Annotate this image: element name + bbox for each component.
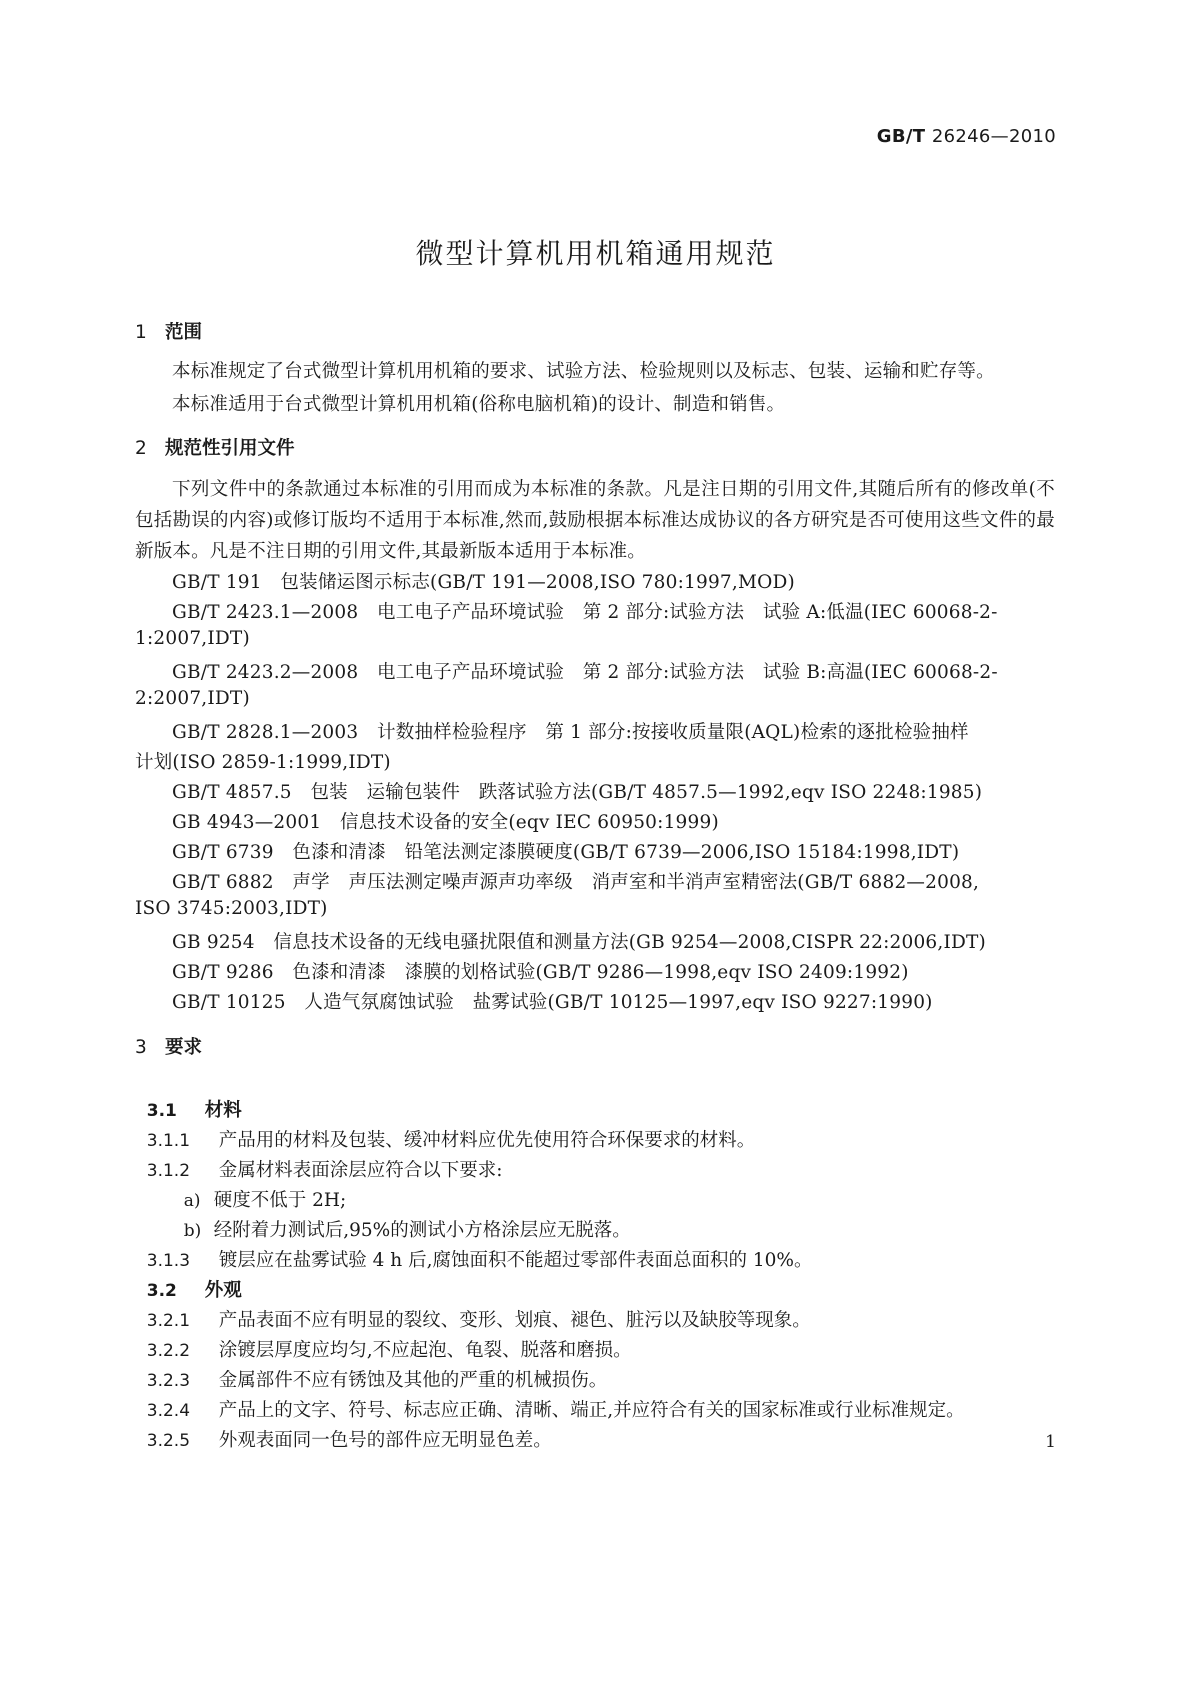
scope-paragraph-1: 本标准规定了台式微型计算机用机箱的要求、试验方法、检验规则以及标志、包装、运输和贮存等。 [172,361,995,382]
reference-item: GB/T 9286 色漆和清漆 漆膜的划格试验(GB/T 9286—1998,eqv ISO 2409:1992) [172,962,909,983]
standard-code: GB/T 26246—2010 [876,126,1056,147]
clause-3-1-heading: 3.1 材料 [146,1100,242,1121]
clause-3-2-4: 3.2.4 产品上的文字、符号、标志应正确、清晰、端正,并应符合有关的国家标准或行业标准规定。 [146,1400,965,1421]
list-item-b: b) 经附着力测试后,95%的测试小方格涂层应无脱落。 [183,1220,631,1241]
clause-3-1-3: 3.1.3 镀层应在盐雾试验 4 h 后,腐蚀面积不能超过零部件表面总面积的 10%。 [146,1250,813,1271]
reference-item: GB/T 10125 人造气氛腐蚀试验 盐雾试验(GB/T 10125—1997,eqv ISO 9227:1990) [172,992,933,1013]
section-heading-normative-references: 2 规范性引用文件 [135,438,295,459]
reference-item: GB/T 4857.5 包装 运输包装件 跌落试验方法(GB/T 4857.5—1992,eqv ISO 2248:1985) [172,782,983,803]
clause-3-1-1: 3.1.1 产品用的材料及包装、缓冲材料应优先使用符合环保要求的材料。 [146,1130,756,1151]
references-intro: 下列文件中的条款通过本标准的引用而成为本标准的条款。凡是注日期的引用文件,其随后所有的修改单(不包括勘误的内容)或修订版均不适用于本标准,然而,鼓励根据本标准达成协议的各方研究是否可使用这些文件的最新版本。凡是不注日期的引用文件,其最新版本适用于本标准。 [135,479,1055,562]
reference-item-continued: 计划(ISO 2859-1:1999,IDT) [135,752,391,773]
reference-item: GB/T 6739 色漆和清漆 铅笔法测定漆膜硬度(GB/T 6739—2006,ISO 15184:1998,IDT) [172,842,960,863]
clause-3-2-5: 3.2.5 外观表面同一色号的部件应无明显色差。 [146,1430,552,1451]
reference-item: GB/T 191 包装储运图示标志(GB/T 191—2008,ISO 780:1997,MOD) [172,572,795,593]
clause-3-2-2: 3.2.2 涂镀层厚度应均匀,不应起泡、龟裂、脱落和磨损。 [146,1340,632,1361]
section-heading-scope: 1 范围 [135,322,203,343]
reference-item: GB/T 6882 声学 声压法测定噪声源声功率级 消声室和半消声室精密法(GB/T 6882—2008, [172,872,980,893]
clause-3-2-1: 3.2.1 产品表面不应有明显的裂纹、变形、划痕、褪色、脏污以及缺胶等现象。 [146,1310,811,1331]
reference-item: GB 9254 信息技术设备的无线电骚扰限值和测量方法(GB 9254—2008,CISPR 22:2006,IDT) [172,932,986,953]
clause-3-2-3: 3.2.3 金属部件不应有锈蚀及其他的严重的机械损伤。 [146,1370,608,1391]
clause-3-2-heading: 3.2 外观 [146,1280,242,1301]
list-item-a: a) 硬度不低于 2H; [183,1190,347,1211]
reference-item-continued: 1:2007,IDT) [135,628,250,649]
reference-item-continued: 2:2007,IDT) [135,688,250,709]
clause-3-1-2: 3.1.2 金属材料表面涂层应符合以下要求: [146,1160,503,1181]
scope-paragraph-2: 本标准适用于台式微型计算机用机箱(俗称电脑机箱)的设计、制造和销售。 [172,394,786,415]
reference-item-continued: ISO 3745:2003,IDT) [135,898,328,919]
reference-item: GB/T 2423.2—2008 电工电子产品环境试验 第 2 部分:试验方法 试验 B:高温(IEC 60068-2- [172,662,998,683]
document-title: 微型计算机用机箱通用规范 [415,237,776,270]
reference-item: GB 4943—2001 信息技术设备的安全(eqv IEC 60950:1999) [172,812,719,833]
section-heading-requirements: 3 要求 [135,1037,203,1058]
page-number: 1 [1045,1432,1056,1452]
reference-item: GB/T 2828.1—2003 计数抽样检验程序 第 1 部分:按接收质量限(AQL)检索的逐批检验抽样 [172,722,969,743]
reference-item: GB/T 2423.1—2008 电工电子产品环境试验 第 2 部分:试验方法 试验 A:低温(IEC 60068-2- [172,602,998,623]
